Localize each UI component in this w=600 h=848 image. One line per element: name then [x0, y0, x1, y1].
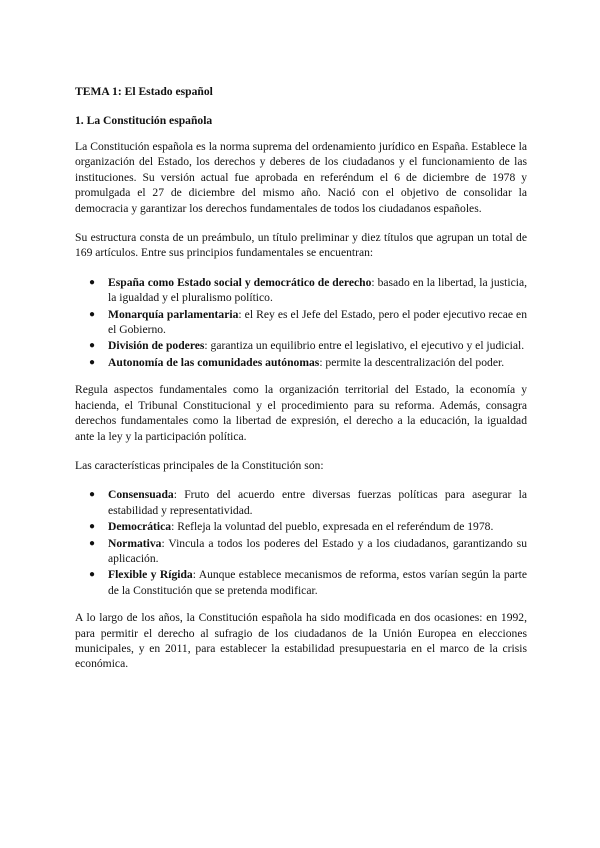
document-body — [75, 84, 527, 686]
section-title: 1. La Constitución española — [75, 114, 213, 127]
list-item — [75, 567, 527, 598]
list-item — [75, 519, 527, 534]
characteristic-term: Consensuada — [108, 488, 174, 502]
characteristic-term: Democrática — [108, 520, 172, 534]
bullet-icon: ● — [89, 537, 96, 549]
bullet-icon: ● — [89, 276, 96, 288]
bullet-icon: ● — [89, 521, 96, 533]
bullet-icon: ● — [89, 569, 96, 581]
principle-text: : garantiza un equilibrio entre el legislativo, el ejecutivo y el judicial. — [204, 339, 525, 353]
document-title: TEMA 1: El Estado español — [75, 85, 213, 98]
characteristic-text: : Refleja la voluntad del pueblo, expresada en el referéndum de 1978. — [171, 520, 494, 534]
characteristic-term: Normativa — [108, 536, 162, 550]
list-item — [75, 536, 527, 567]
principles-list — [75, 275, 527, 370]
structure-paragraph: Su estructura consta de un preámbulo, un título preliminar y diez títulos que agrupan un total de 169 artículos. Entre sus principios fundamentales se encuentran: — [75, 231, 527, 260]
reforms-paragraph: A lo largo de los años, la Constitución española ha sido modificada en dos ocasiones: en 1992, para permitir el derecho al sufragio de los ciudadanos de la Unión Europea en elecciones municipales, y en 2011, para establecer la estabilidad presupuestaria en el marco de la crisis económica. — [75, 611, 527, 671]
list-item — [75, 355, 527, 370]
principle-term: División de poderes — [108, 339, 205, 353]
list-item — [75, 307, 527, 338]
intro-paragraph: La Constitución española es la norma suprema del ordenamiento jurídico en España. Establece la organización del Estado, los derechos y deberes de los ciudadanos y el funcionamiento de las instituciones. Su versión actual fue aprobada en referéndum el 6 de diciembre de 1978 y promulgada el 27 de diciembre del mismo año. Nació con el objetivo de consolidar la democracia y garantizar los derechos fundamentales de todos los ciudadanos españoles. — [75, 140, 527, 215]
bullet-icon: ● — [89, 308, 96, 320]
list-item — [75, 338, 527, 353]
principle-text: : el Rey es el Jefe del Estado, pero el poder ejecutivo recae en el Gobierno. — [108, 307, 528, 337]
characteristics-list — [75, 487, 527, 598]
principle-term: Autonomía de las comunidades autónomas — [108, 355, 320, 369]
principle-term: España como Estado social y democrático de derecho — [108, 275, 372, 289]
characteristic-text: : Vincula a todos los poderes del Estado y a los ciudadanos, garantizando su aplicación. — [108, 536, 527, 565]
list-item — [75, 487, 527, 518]
characteristic-text: : Aunque establece mecanismos de reforma, estos varían según la parte de la Constitución que se pretenda modificar. — [108, 568, 528, 597]
principle-text: : permite la descentralización del poder. — [319, 355, 505, 369]
characteristics-intro: Las características principales de la Constitución son: — [75, 458, 324, 472]
characteristic-term: Flexible y Rígida — [108, 568, 193, 582]
principle-text: : basado en la libertad, la justicia, la igualdad y el pluralismo político. — [108, 275, 527, 305]
list-item — [75, 275, 527, 306]
bullet-icon: ● — [89, 489, 96, 501]
characteristic-text: : Fruto del acuerdo entre diversas fuerzas políticas para asegurar la estabilidad y representatividad. — [108, 488, 527, 517]
bullet-icon: ● — [89, 340, 96, 352]
principle-term: Monarquía parlamentaria — [108, 307, 239, 321]
regulation-paragraph: Regula aspectos fundamentales como la organización territorial del Estado, la economía y hacienda, el Tribunal Constitucional y el procedimiento para su reforma. Además, consagra derechos fundamentales como la libertad de expresión, el derecho a la educación, la igualdad ante la ley y la participación política. — [75, 383, 527, 443]
bullet-icon: ● — [89, 356, 96, 368]
